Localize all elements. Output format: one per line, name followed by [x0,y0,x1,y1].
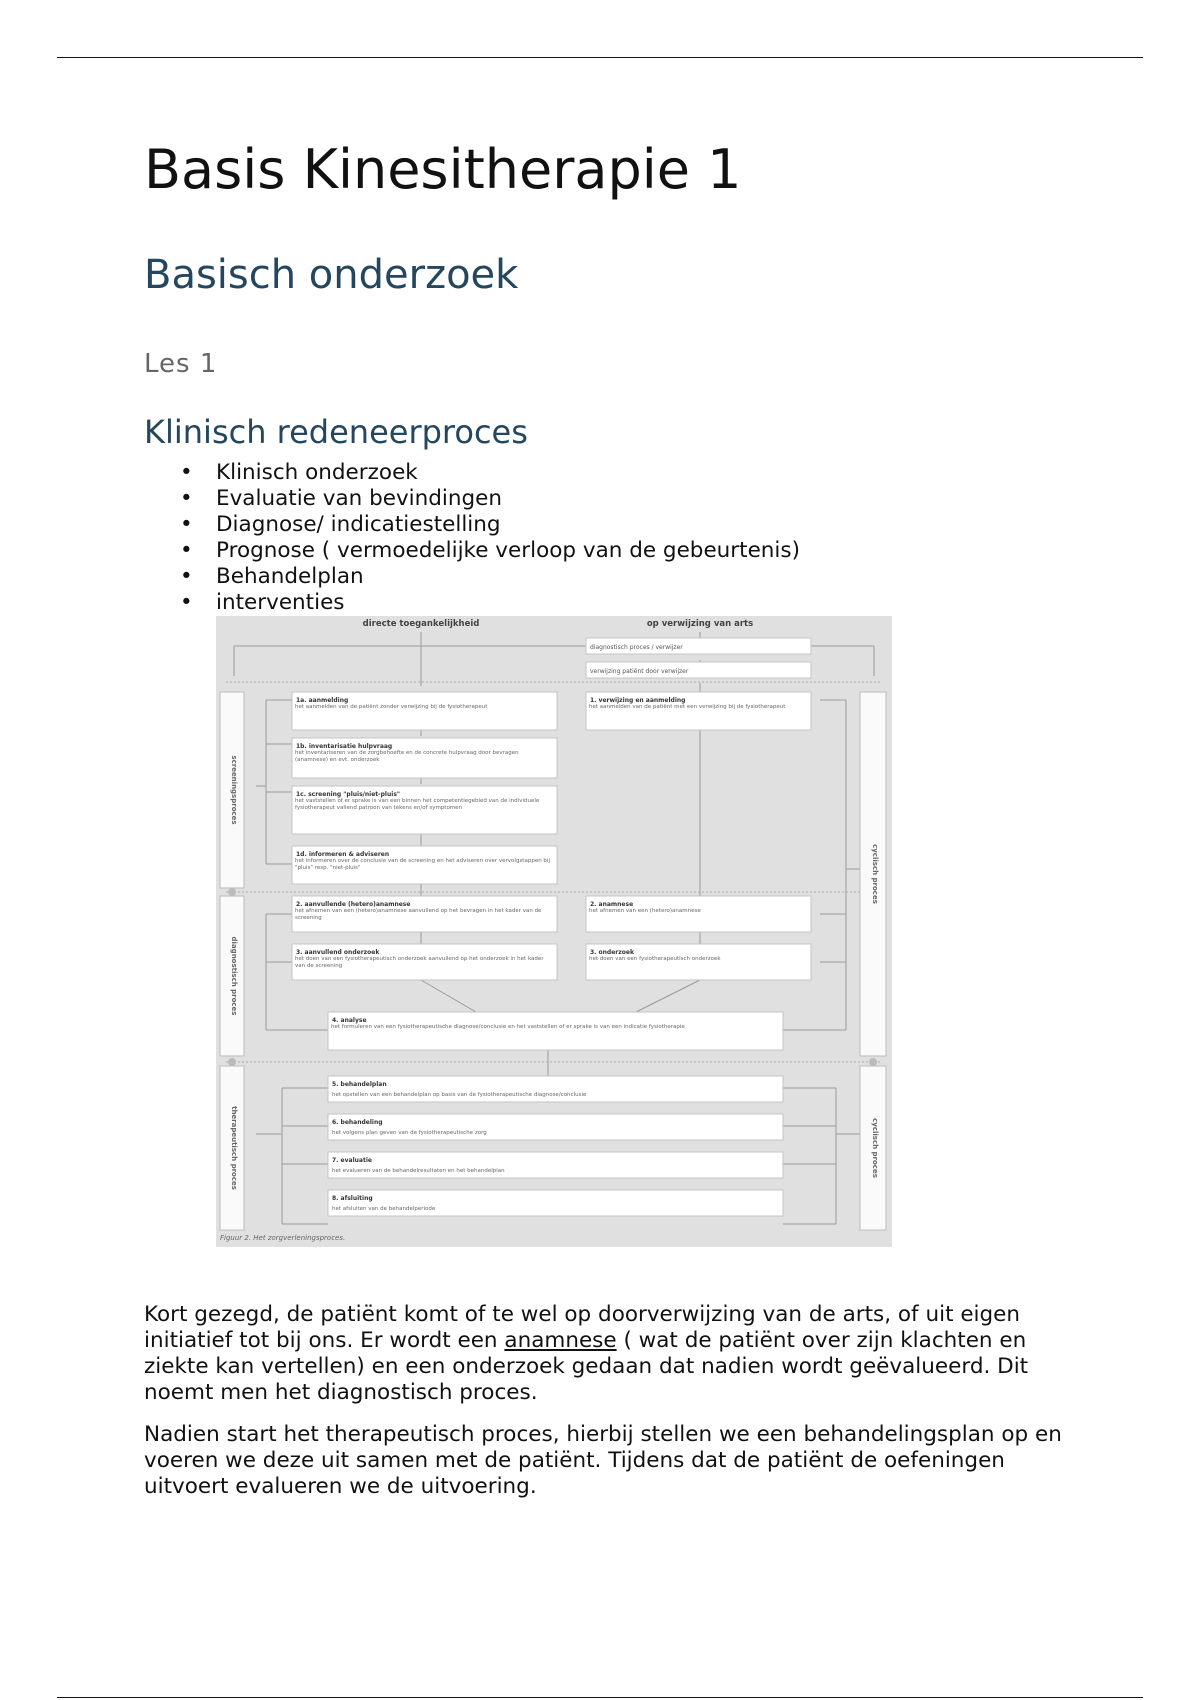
side-label-diagnostic: diagnostisch proces [230,936,238,1016]
box-1: 1. verwijzing en aanmelding het aanmelden van de patiënt met een verwijzing bij de fysiotherapeut [586,692,811,730]
document-title: Basis Kinesitherapie 1 [144,138,742,201]
side-label-cyclic: cyclisch proces [871,1118,879,1178]
box-8-closure [328,1190,783,1216]
svg-text:2. aanvullende (hetero)anamnes: 2. aanvullende (hetero)anamnese [296,901,411,908]
side-label-screening: screeningsproces [230,755,238,825]
list-item: • Klinisch onderzoek [144,460,800,486]
svg-text:diagnostisch proces / verwijze: diagnostisch proces / verwijzer [590,644,683,651]
list-item: • Behandelplan [144,564,800,590]
svg-text:4. analyse: 4. analyse [332,1017,367,1024]
box-4-analysis: 4. analyse het formuleren van een fysiotherapeutische diagnose/conclusie en het vaststellen of er sprake is van een indicatie fysiotherapie [328,1012,783,1050]
box-6-treatment [328,1114,783,1140]
side-label-cyclic: cyclisch proces [871,844,879,904]
box-2: 2. anamnese het afnemen van een (hetero)anamnese [586,896,811,932]
svg-text:6. behandeling: 6. behandeling [332,1119,383,1126]
section-heading: Basisch onderzoek [144,252,519,298]
box-1c: 1c. screening "pluis/niet-pluis" het vaststellen of er sprake is van een binnen het competentiegebied van de individuele fysiotherapeut vallend patroon van tekens en/of symptomen [292,786,557,834]
list-item: • Diagnose/ indicatiestelling [144,512,800,538]
box-referral-patient [586,662,811,678]
svg-text:1d. informeren & adviseren: 1d. informeren & adviseren [296,851,390,858]
box-1b: 1b. inventarisatie hulpvraag het inventariseren van de zorgbehoefte en de concrete hulpvraag door bevragen (anamnese) en evt. onderzoek [292,738,557,778]
bullet-list [144,460,800,616]
box-1d: 1d. informeren & adviseren het informeren over de conclusie van de screening en het adviseren over vervolgstappen bij "pluis" resp. "niet-pluis" [292,846,557,884]
box-5-plan [328,1076,783,1102]
box-2-supplementary: 2. aanvullende (hetero)anamnese het afnemen van een (hetero)anamnese aanvullend op het bevragen in het kader van de screening [292,896,557,932]
svg-text:het afsluiten van de behandelp: het afsluiten van de behandelperiode [332,1206,436,1212]
figure-caption: Figuur 2. Het zorgverleningsproces. [220,1234,346,1242]
box-3-supplementary: 3. aanvullend onderzoek het doen van een fysiotherapeutisch onderzoek aanvullend op het onderzoek in het kader van de screening [292,944,557,980]
svg-text:1b. inventarisatie hulpvraag: 1b. inventarisatie hulpvraag [296,743,393,750]
svg-text:8. afsluiting: 8. afsluiting [332,1195,373,1202]
box-7-evaluation [328,1152,783,1178]
svg-text:5. behandelplan: 5. behandelplan [332,1081,387,1088]
flowchart [216,616,892,1247]
svg-text:1a. aanmelding: 1a. aanmelding [296,697,349,704]
bottom-rule [57,1697,1143,1698]
svg-text:3. onderzoek: 3. onderzoek [590,949,634,956]
lesson-label: Les 1 [144,349,218,379]
anamnese-underlined: anamnese [504,1328,617,1353]
list-item: • interventies [144,590,800,616]
svg-text:1c. screening "pluis/niet-plui: 1c. screening "pluis/niet-pluis" [296,791,401,798]
svg-text:1. verwijzing en aanmelding: 1. verwijzing en aanmelding [590,697,686,704]
process-boxes [292,638,811,1216]
svg-text:het volgens plan geven van de: het volgens plan geven van de fysiotherapeutische zorg [332,1130,487,1136]
side-label-therapeutic: therapeutisch proces [230,1106,238,1190]
paragraph-therapeutic: Nadien start het therapeutisch proces, hierbij stellen we een behandelingsplan op en voeren we deze uit samen met de patiënt. Tijdens dat de patiënt de oefeningen uitvoert evalueren we de uitvoering. [144,1422,1062,1499]
list-item: • Evaluatie van bevindingen [144,486,800,512]
paragraph-summary: Kort gezegd, de patiënt komt of te wel op doorverwijzing van de arts, of uit eigen initiatief tot bij ons. Er wordt een anamnese ( wat de patiënt over zijn klachten en ziekte kan vertellen) en een onderzoek gedaan dat nadien wordt geëvalueerd. Dit noemt men het diagnostisch proces. [144,1302,1029,1405]
svg-text:3. aanvullend onderzoek: 3. aanvullend onderzoek [296,949,380,956]
list-item: • Prognose ( vermoedelijke verloop van de gebeurtenis) [144,538,800,564]
svg-text:2. anamnese: 2. anamnese [590,901,634,908]
box-diagnostic-referrer [586,638,811,654]
box-3: 3. onderzoek het doen van een fysiotherapeutisch onderzoek [586,944,811,980]
care-process-figure [216,616,892,1247]
svg-text:het opstellen van een behandel: het opstellen van een behandelplan op basis van de fysiotherapeutische diagnose/conclusie [332,1092,587,1098]
top-rule [57,57,1143,58]
svg-text:het evalueren van de behandelr: het evalueren van de behandelresultaten en het behandelplan [332,1168,505,1174]
header-referral: op verwijzing van arts [646,619,754,629]
header-direct-access: directe toegankelijkheid [362,619,480,629]
svg-text:7. evaluatie: 7. evaluatie [332,1157,372,1164]
box-1a: 1a. aanmelding het aanmelden van de patiënt zonder verwijzing bij de fysiotherapeut [292,692,557,730]
subsection-heading: Klinisch redeneerproces [144,413,528,451]
svg-text:verwijzing patiënt door verwij: verwijzing patiënt door verwijzer [590,668,689,675]
